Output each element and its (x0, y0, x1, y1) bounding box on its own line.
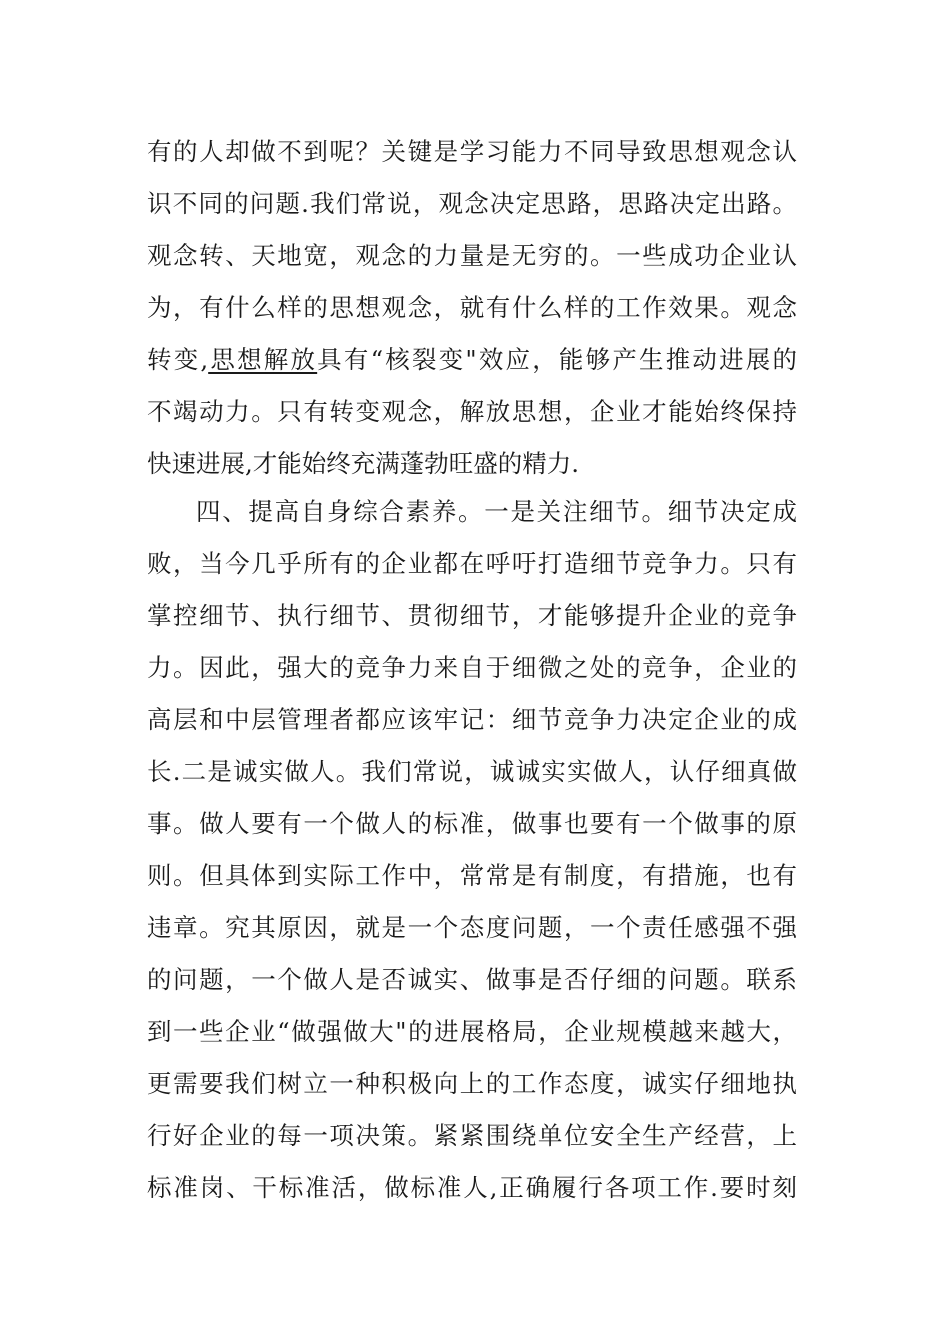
text-line: 行好企业的每一项决策。紧紧围绕单位安全生产经营，上 (147, 1121, 797, 1150)
text-line: 则。但具体到实际工作中，常常是有制度，有措施，也有 (147, 861, 797, 890)
text-line: 到一些企业“做强做大"的进展格局，企业规模越来越大， (147, 1017, 797, 1046)
underlined-phrase: 思想解放 (208, 345, 318, 374)
text-line: 为，有什么样的思想观念，就有什么样的工作效果。观念 (147, 293, 797, 322)
text-segment: 具有“核裂变"效应，能够产生推动进展的 (317, 345, 797, 374)
text-line: 违章。究其原因，就是一个态度问题，一个责任感强不强 (147, 913, 797, 942)
text-line: 识不同的问题.我们常说，观念决定思路，思路决定出路。 (147, 189, 797, 218)
text-line: 更需要我们树立一种积极向上的工作态度，诚实仔细地执 (147, 1069, 797, 1098)
text-line: 高层和中层管理者都应该牢记：细节竞争力决定企业的成 (147, 705, 797, 734)
text-line: 标准岗、干标准活，做标准人,正确履行各项工作.要时刻 (147, 1173, 797, 1202)
text-line: 长.二是诚实做人。我们常说，诚诚实实做人，认仔细真做 (147, 757, 797, 786)
text-line: 观念转、天地宽，观念的力量是无穷的。一些成功企业认 (147, 241, 797, 270)
text-line: 事。做人要有一个做人的标准，做事也要有一个做事的原 (147, 809, 797, 838)
text-line: 不竭动力。只有转变观念，解放思想，企业才能始终保持 (147, 397, 797, 426)
text-line: 力。因此，强大的竞争力来自于细微之处的竞争，企业的 (147, 653, 797, 682)
text-segment: 转变, (147, 345, 209, 374)
text-line: 有的人却做不到呢？关键是学习能力不同导致思想观念认 (147, 137, 797, 166)
text-line: 的问题，一个做人是否诚实、做事是否仔细的问题。联系 (147, 965, 797, 994)
text-line-with-underline (147, 340, 797, 380)
text-line: 掌控细节、执行细节、贯彻细节，才能够提升企业的竞争 (147, 601, 797, 630)
text-line: 败，当今几乎所有的企业都在呼吁打造细节竞争力。只有 (147, 549, 797, 578)
text-line: 四、提高自身综合素养。一是关注细节。细节决定成 (196, 497, 797, 526)
text-line: 快速进展,才能始终充满蓬勃旺盛的精力. (147, 449, 580, 478)
